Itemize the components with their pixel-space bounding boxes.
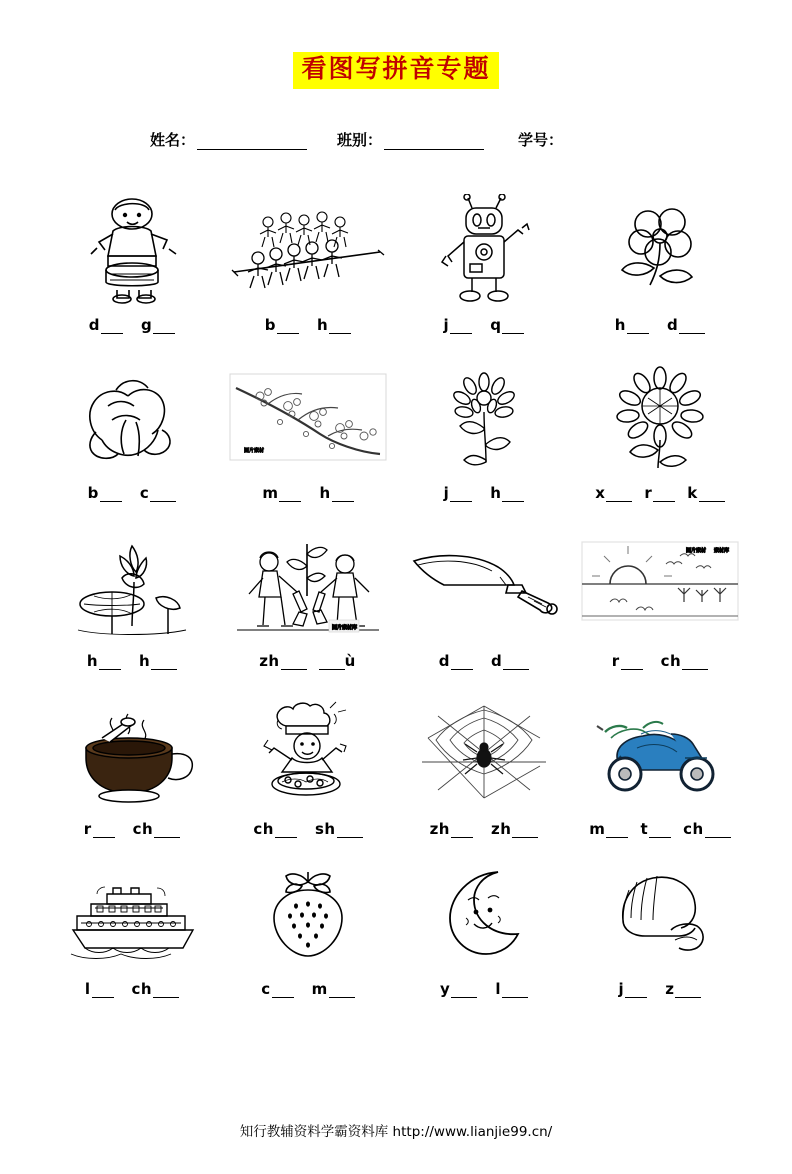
plum-blossom-icon [224,362,392,474]
spider-web-icon [400,698,568,810]
answer-part: d [439,652,473,670]
answer-blank[interactable] [337,824,363,838]
answer-blank[interactable] [153,320,175,334]
answer-blanks[interactable] [253,820,362,838]
answer-blank[interactable] [682,656,708,670]
answer-blank[interactable] [150,488,176,502]
flower-icon [576,194,744,306]
sunrise-icon [576,530,744,642]
answer-blank[interactable] [332,488,354,502]
answer-blanks[interactable] [440,980,528,998]
answer-part: d [491,652,529,670]
answer-blank[interactable] [329,320,351,334]
answer-blank[interactable] [653,488,675,502]
answer-blanks[interactable] [589,820,730,838]
answer-part: c [261,980,293,998]
exercise-item [396,838,572,998]
answer-blank[interactable] [621,656,643,670]
answer-blank[interactable] [275,824,297,838]
drum-person-icon [48,194,216,306]
exercise-item [396,334,572,502]
exercise-item [220,166,396,334]
answer-blank[interactable] [101,320,123,334]
exercise-item [44,502,220,670]
answer-part: h [319,484,353,502]
answer-part: b [265,316,299,334]
answer-part: m [262,484,301,502]
answer-part: ch [132,980,180,998]
answer-blank[interactable] [319,656,345,670]
answer-blank[interactable] [625,984,647,998]
answer-blank[interactable] [606,824,628,838]
answer-blanks[interactable] [619,980,702,998]
answer-blank[interactable] [154,824,180,838]
answer-part: x [595,484,632,502]
answer-part: ù [319,652,357,670]
bok-choy-icon [48,362,216,474]
title-container [0,52,792,89]
answer-blanks[interactable] [262,484,353,502]
answer-blank[interactable] [679,320,705,334]
answer-part: d [89,316,123,334]
answer-blank[interactable] [329,984,355,998]
answer-blanks[interactable] [259,652,357,670]
answer-part: y [440,980,477,998]
answer-blanks[interactable] [261,980,355,998]
answer-blanks[interactable] [88,484,177,502]
motorbike-icon [576,698,744,810]
class-label: 班别： [337,130,383,149]
answer-part: ch [133,820,181,838]
answer-blank[interactable] [705,824,731,838]
answer-blank[interactable] [151,656,177,670]
planting-tree-icon [224,530,392,642]
answer-part: h [490,484,524,502]
answer-part: r [644,484,675,502]
answer-blank[interactable] [502,488,524,502]
answer-blank[interactable] [512,824,538,838]
exercise-item [572,502,748,670]
answer-blanks[interactable] [612,652,708,670]
answer-blank[interactable] [649,824,671,838]
answer-blank[interactable] [606,488,632,502]
chef-icon [224,698,392,810]
svg-text:图片素材: 图片素材 [686,547,707,554]
answer-blank[interactable] [279,488,301,502]
exercise-item [572,166,748,334]
name-field-group [150,129,307,150]
exercise-item [396,670,572,838]
exercise-item [44,670,220,838]
answer-blank[interactable] [451,656,473,670]
answer-part: h [139,652,177,670]
exercise-grid [0,166,792,998]
hat-icon [576,858,744,970]
answer-blanks[interactable] [444,316,525,334]
hot-drink-cup-icon [48,698,216,810]
page-title: 看图写拼音专题 [293,52,498,89]
name-input-blank[interactable] [197,135,307,150]
answer-part: g [141,316,175,334]
answer-blanks[interactable] [430,820,539,838]
answer-part: b [88,484,122,502]
exercise-item [220,670,396,838]
ship-icon [48,858,216,970]
answer-part: m [589,820,628,838]
answer-blank[interactable] [272,984,294,998]
class-input-blank[interactable] [384,135,484,150]
class-field-group [337,129,484,150]
answer-part: r [612,652,643,670]
answer-blank[interactable] [451,824,473,838]
exercise-item [572,838,748,998]
answer-blank[interactable] [451,984,477,998]
answer-blank[interactable] [100,488,122,502]
answer-blank[interactable] [699,488,725,502]
svg-text:图片素材: 图片素材 [244,447,265,454]
answer-blank[interactable] [93,824,115,838]
exercise-item [44,334,220,502]
answer-blank[interactable] [503,656,529,670]
answer-part: m [312,980,355,998]
answer-part: l [85,980,114,998]
answer-part: zh [491,820,538,838]
lotus-icon [48,530,216,642]
answer-part: zh [430,820,473,838]
worksheet-page [0,52,792,1174]
answer-part: z [665,980,701,998]
broadsword-icon [400,530,568,642]
answer-part: h [317,316,351,334]
answer-part: j [444,484,473,502]
answer-part: j [619,980,648,998]
exercise-item [220,334,396,502]
answer-blank[interactable] [281,656,307,670]
exercise-item [220,838,396,998]
answer-blanks[interactable] [89,316,176,334]
answer-blank[interactable] [675,984,701,998]
answer-blanks[interactable] [85,980,179,998]
moon-icon [400,858,568,970]
answer-blank[interactable] [450,488,472,502]
answer-blanks[interactable] [615,316,705,334]
number-label: 学号： [518,130,564,149]
name-label: 姓名： [150,130,196,149]
answer-blanks[interactable] [439,652,530,670]
answer-part: sh [315,820,363,838]
sunflower-icon [576,362,744,474]
answer-part: d [667,316,705,334]
answer-blanks[interactable] [595,484,725,502]
exercise-item [396,502,572,670]
answer-blank[interactable] [277,320,299,334]
answer-blanks[interactable] [444,484,525,502]
answer-part: ch [683,820,731,838]
answer-part: h [87,652,121,670]
answer-blanks[interactable] [87,652,177,670]
answer-blank[interactable] [502,984,528,998]
answer-part: j [444,316,473,334]
answer-part: r [84,820,115,838]
answer-blank[interactable] [92,984,114,998]
number-field-group [518,129,565,150]
tug-of-war-icon [224,194,392,306]
answer-blanks[interactable] [265,316,351,334]
strawberry-icon [224,858,392,970]
answer-part: ch [661,652,709,670]
answer-part: t [640,820,671,838]
answer-part: c [140,484,176,502]
student-info-row [0,129,792,150]
answer-part: l [495,980,528,998]
answer-blank[interactable] [502,320,524,334]
exercise-item [396,166,572,334]
robot-icon [400,194,568,306]
answer-blank[interactable] [627,320,649,334]
answer-part: h [615,316,649,334]
answer-part: k [687,484,724,502]
chrysanthemum-icon [400,362,568,474]
answer-blank[interactable] [450,320,472,334]
answer-part: zh [259,652,306,670]
exercise-item [44,838,220,998]
answer-blanks[interactable] [84,820,180,838]
answer-part: q [490,316,524,334]
exercise-item [220,502,396,670]
answer-part: ch [253,820,297,838]
svg-text:图片素材库: 图片素材库 [332,624,358,631]
answer-blank[interactable] [153,984,179,998]
exercise-item [44,166,220,334]
exercise-item [572,670,748,838]
footer-credit: 知行教辅资料学霸资料库 http://www.lianjie99.cn/ [239,1124,553,1140]
svg-text:素材库: 素材库 [714,547,730,554]
answer-blank[interactable] [99,656,121,670]
exercise-item [572,334,748,502]
